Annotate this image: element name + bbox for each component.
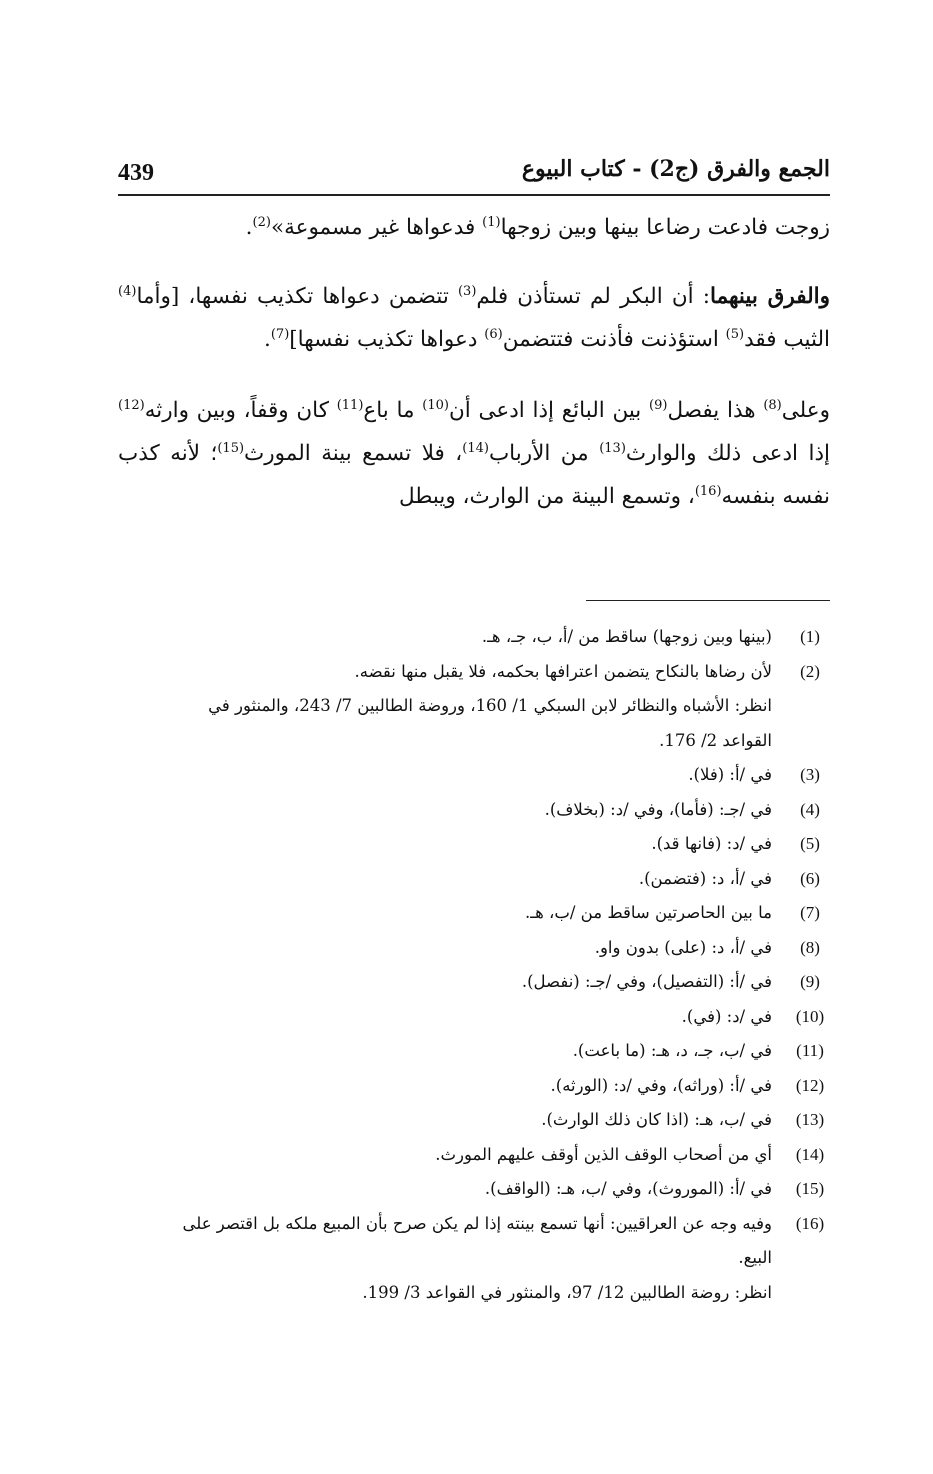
footnote-number: (5) bbox=[800, 834, 820, 853]
text-run: كان وقفاً، وبين وارثه bbox=[144, 398, 337, 423]
footnote-ref: (14) bbox=[462, 440, 489, 456]
footnote-text: (بينها وبين زوجها) ساقط من /أ، ب، جـ، هـ. bbox=[481, 627, 772, 646]
page-number: 439 bbox=[118, 160, 154, 186]
footnote-item bbox=[118, 620, 830, 655]
text-run: بين البائع إذا ادعى أن bbox=[448, 398, 650, 423]
footnote-text: أي من أصحاب الوقف الذين أوقف عليهم المورث. bbox=[435, 1144, 772, 1164]
paragraph-3 bbox=[118, 389, 830, 518]
footnote-text: في /ب، جـ، د، هـ: (ما باعت). bbox=[572, 1041, 772, 1060]
footnote-item bbox=[118, 896, 830, 931]
footnote-item bbox=[118, 1207, 830, 1311]
footnote-ref: (2) bbox=[252, 214, 271, 230]
footnote-ref: (6) bbox=[484, 326, 503, 342]
footnote-number: (2) bbox=[800, 661, 820, 681]
footnote-text: في /أ، د: (على) بدون واو. bbox=[594, 937, 772, 957]
footnote-text: في /أ: (وراثه)، وفي /د: (الورثه). bbox=[550, 1075, 772, 1095]
footnote-text: انظر: روضة الطالبين 12/ 97، والمنثور في القواعد 3/ 199. bbox=[362, 1282, 772, 1302]
footnote-number: (15) bbox=[795, 1179, 825, 1198]
footnote-item bbox=[118, 1172, 830, 1207]
footnote-ref: (13) bbox=[599, 440, 626, 456]
footnote-text: في /د: (في). bbox=[681, 1006, 772, 1026]
footnote-number: (7) bbox=[800, 903, 820, 922]
main-text bbox=[118, 206, 830, 546]
footnote-item bbox=[118, 1069, 830, 1104]
footnote-number: (4) bbox=[800, 799, 820, 819]
footnote-number: (13) bbox=[795, 1110, 825, 1129]
text-run: من الأرباب bbox=[488, 441, 600, 466]
text-run: هذا يفصل bbox=[667, 398, 764, 423]
footnote-item bbox=[118, 1103, 830, 1138]
footnote-number: (10) bbox=[795, 1006, 825, 1026]
footnote-item bbox=[118, 931, 830, 966]
footnote-number: (6) bbox=[800, 868, 820, 888]
footnote-ref: (4) bbox=[118, 283, 137, 299]
text-run: ما باع bbox=[363, 398, 423, 423]
footnote-number: (12) bbox=[795, 1075, 825, 1095]
text-run: ، فلا تسمع بينة المورث bbox=[244, 441, 463, 466]
footnote-number: (14) bbox=[795, 1144, 825, 1164]
footnote-ref: (11) bbox=[336, 397, 364, 413]
paragraph-1 bbox=[118, 206, 830, 249]
footnote-separator bbox=[586, 600, 830, 601]
footnote-number: (16) bbox=[795, 1213, 825, 1233]
footnote-text: القواعد 2/ 176. bbox=[659, 730, 772, 750]
text-run: فدعواها غير مسموعة» bbox=[270, 215, 483, 240]
run-in-heading: والفرق بينهما bbox=[710, 284, 830, 309]
footnote-number: (11) bbox=[796, 1041, 824, 1060]
footnote-text: في /أ: (الموروث)، وفي /ب، هـ: (الواقف). bbox=[484, 1179, 772, 1198]
footnote-item bbox=[118, 862, 830, 897]
footnote-ref: (5) bbox=[725, 326, 745, 342]
text-run: ؛ لأنه كذب نفسه بنفسه bbox=[118, 441, 830, 509]
footnote-ref: (1) bbox=[482, 214, 501, 230]
text-run: الثيب فقد bbox=[744, 327, 830, 352]
text-run: ، وتسمع البينة من الوارث، ويبطل bbox=[398, 484, 695, 509]
text-run: إذا ادعى ذلك والوارث bbox=[625, 441, 831, 466]
text-run: : أن البكر لم تستأذن فلم bbox=[476, 284, 711, 309]
footnote-text: وفيه وجه عن العراقيين: أنها تسمع بينته إذا لم يكن صرح بأن المبيع ملكه بل اقتصر على bbox=[182, 1213, 772, 1233]
text-run: . bbox=[263, 327, 271, 352]
footnote-text: البيع. bbox=[738, 1248, 772, 1267]
footnotes bbox=[118, 620, 830, 1310]
footnote-ref: (9) bbox=[649, 397, 668, 413]
text-run: دعواها تكذيب نفسها] bbox=[289, 327, 485, 352]
footnote-text: في /أ: (فلا). bbox=[688, 765, 772, 784]
footnote-ref: (15) bbox=[217, 440, 245, 456]
footnote-item bbox=[118, 793, 830, 828]
footnote-text: في /ب، هـ: (اذا كان ذلك الوارث). bbox=[541, 1110, 772, 1129]
footnote-text: لأن رضاها بالنكاح يتضمن اعترافها بحكمه، فلا يقبل منها نقضه. bbox=[354, 661, 772, 681]
footnote-number: (3) bbox=[800, 765, 820, 784]
running-title: الجمع والفرق (ج2) - كتاب البيوع bbox=[521, 156, 830, 182]
footnote-ref: (3) bbox=[457, 283, 477, 299]
text-run: تتضمن دعواها تكذيب نفسها، [وأما bbox=[136, 284, 458, 309]
footnote-ref: (7) bbox=[270, 326, 290, 342]
footnote-item bbox=[118, 965, 830, 1000]
footnote-item bbox=[118, 827, 830, 862]
footnote-item bbox=[118, 655, 830, 759]
footnote-ref: (8) bbox=[763, 397, 782, 413]
footnote-item bbox=[118, 758, 830, 793]
footnote-text: في /أ: (التفصيل)، وفي /جـ: (نفصل). bbox=[521, 972, 772, 991]
footnote-item bbox=[118, 1138, 830, 1173]
footnote-ref: (12) bbox=[118, 397, 145, 413]
page-header bbox=[118, 150, 830, 196]
footnote-text: انظر: الأشباه والنظائر لابن السبكي 1/ 160، وروضة الطالبين 7/ 243، والمنثور في bbox=[208, 696, 772, 715]
footnote-ref: (16) bbox=[694, 483, 722, 499]
text-run: وعلى bbox=[781, 398, 830, 423]
footnote-text: ما بين الحاصرتين ساقط من /ب، هـ. bbox=[524, 903, 772, 922]
text-run: زوجت فادعت رضاعا بينها وبين زوجها bbox=[500, 215, 830, 240]
paragraph-2 bbox=[118, 275, 830, 361]
footnote-item bbox=[118, 1000, 830, 1035]
footnote-number: (9) bbox=[800, 972, 820, 991]
footnote-text: في /جـ: (فأما)، وفي /د: (بخلاف). bbox=[544, 799, 772, 819]
footnote-item bbox=[118, 1034, 830, 1069]
footnote-text: في /أ، د: (فتضمن). bbox=[638, 868, 772, 888]
footnote-number: (8) bbox=[800, 937, 820, 957]
footnote-text: في /د: (فانها قد). bbox=[651, 834, 772, 853]
text-run: . bbox=[245, 215, 253, 240]
footnote-number: (1) bbox=[800, 627, 820, 646]
footnote-ref: (10) bbox=[422, 397, 449, 413]
text-run: استؤذنت فأذنت فتتضمن bbox=[502, 327, 726, 352]
